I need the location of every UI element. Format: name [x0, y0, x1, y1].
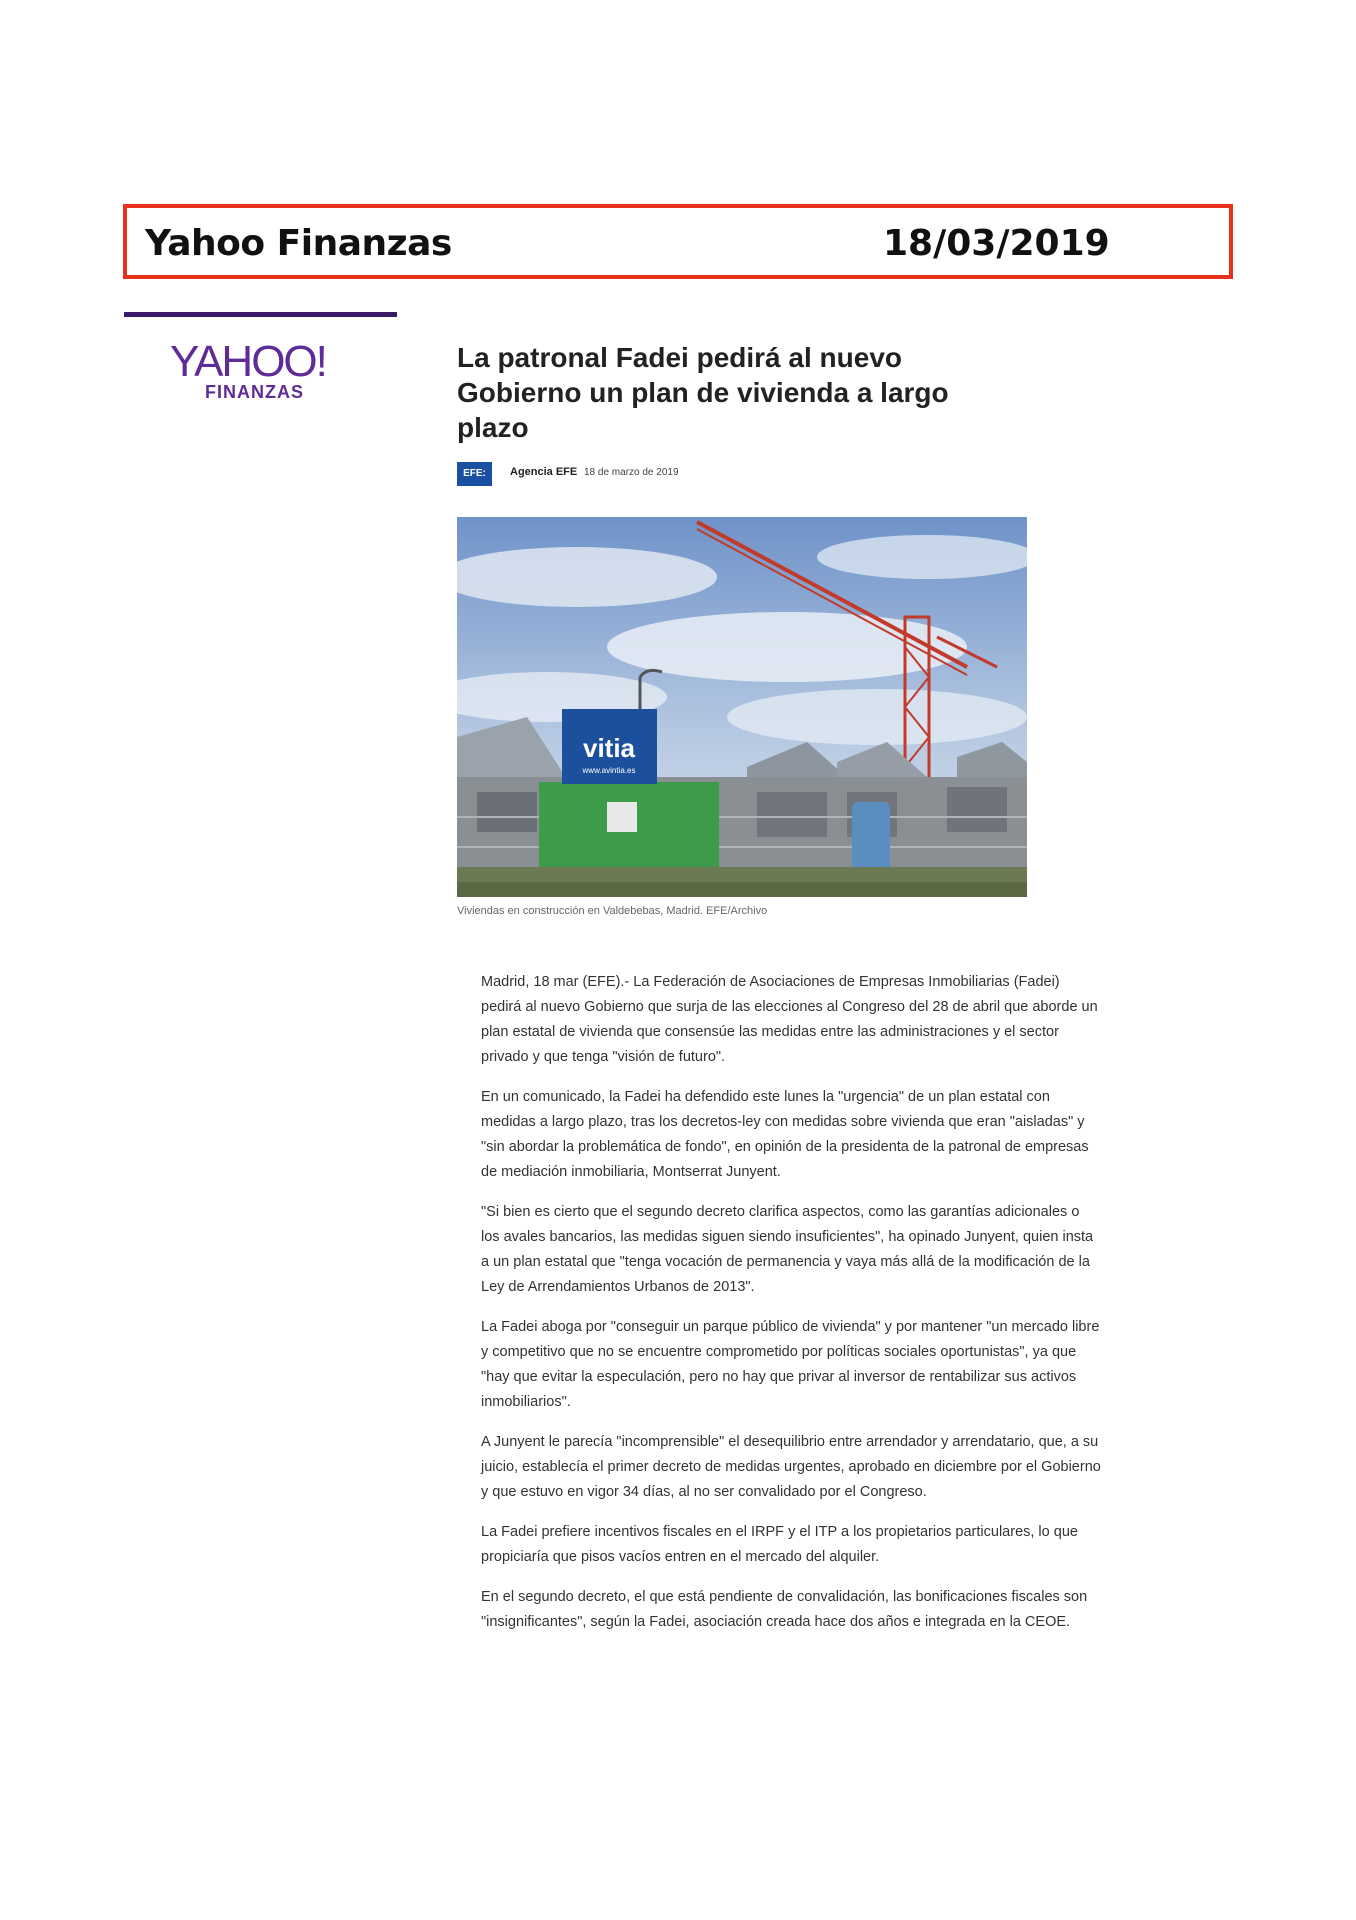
article-paragraph: A Junyent le parecía "incomprensible" el desequilibrio entre arrendador y arrendatario, que, a su juicio, establecía el primer decreto de medidas urgentes, aprobado en diciembre por el Gobierno y que estuvo en vigor 34 días, al no ser convalidado por el Congreso. [481, 1434, 1101, 1500]
article-photo [457, 517, 1027, 897]
article-paragraph: La Fadei prefiere incentivos fiscales en el IRPF y el ITP a los propietarios particulares, lo que propiciaría que pisos vacíos entren en el mercado del alquiler. [481, 1524, 1078, 1565]
byline-agency[interactable]: Agencia EFE [510, 466, 578, 478]
sign-url: www.avintia.es [582, 766, 636, 775]
article-byline [457, 462, 857, 486]
yahoo-finanzas-logo [170, 337, 350, 410]
image-caption: Viviendas en construcción en Valdebebas, Madrid. EFE/Archivo [457, 905, 768, 917]
article-paragraph: La Fadei aboga por "conseguir un parque público de vivienda" y por mantener "un mercado libre y competitivo que no se encuentre comprometido por políticas sociales oportunistas", ya que "hay que evitar la especulación, pero no hay que privar al inversor de rentabilizar sus activos inmobiliarios". [481, 1319, 1100, 1410]
finanzas-logo-text: FINANZAS [205, 382, 304, 402]
purple-divider [124, 312, 397, 317]
yahoo-logo-text: YAHOO! [170, 337, 326, 386]
sign-text: vitia [582, 733, 636, 763]
efe-logo-icon: EFE: [457, 462, 492, 486]
article-paragraph: En el segundo decreto, el que está pendiente de convalidación, las bonificaciones fiscales son "insignificantes", según la Fadei, asociación creada hace dos años e integrada en la CEOE. [481, 1589, 1088, 1630]
clipping-source: Yahoo Finanzas [145, 223, 452, 264]
article-paragraph: En un comunicado, la Fadei ha defendido este lunes la "urgencia" de un plan estatal con medidas a largo plazo, tras los decretos-ley con medidas sobre vivienda que eran "aisladas" y "sin abordar la problemática de fondo", en opinión de la presidenta de la patronal de empresas de mediación inmobiliaria, Montserrat Junyent. [481, 1089, 1089, 1180]
article-paragraph: "Si bien es cierto que el segundo decreto clarifica aspectos, como las garantías adicionales o los avales bancarios, las medidas siguen siendo insuficientes", ha opinado Junyent, quien insta a un plan estatal que "tenga vocación de permanencia y vaya más allá de la modificación de la Ley de Arrendamientos Urbanos de 2013". [481, 1204, 1094, 1295]
byline-date: 18 de marzo de 2019 [584, 467, 679, 478]
clipping-date: 18/03/2019 [883, 223, 1110, 264]
article-paragraph: Madrid, 18 mar (EFE).- La Federación de Asociaciones de Empresas Inmobiliarias (Fadei) pedirá al nuevo Gobierno que surja de las elecciones al Congreso del 28 de abril que aborde un plan estatal de vivienda que consensúe las medidas entre las administraciones y el sector privado y que tenga "visión de futuro". [481, 974, 1098, 1065]
construction-photo [457, 517, 1027, 897]
clipping-header [123, 204, 1233, 279]
article-title: La patronal Fadei pedirá al nuevo Gobierno un plan de vivienda a largo plazo [457, 342, 949, 443]
article-body [481, 970, 1101, 1650]
